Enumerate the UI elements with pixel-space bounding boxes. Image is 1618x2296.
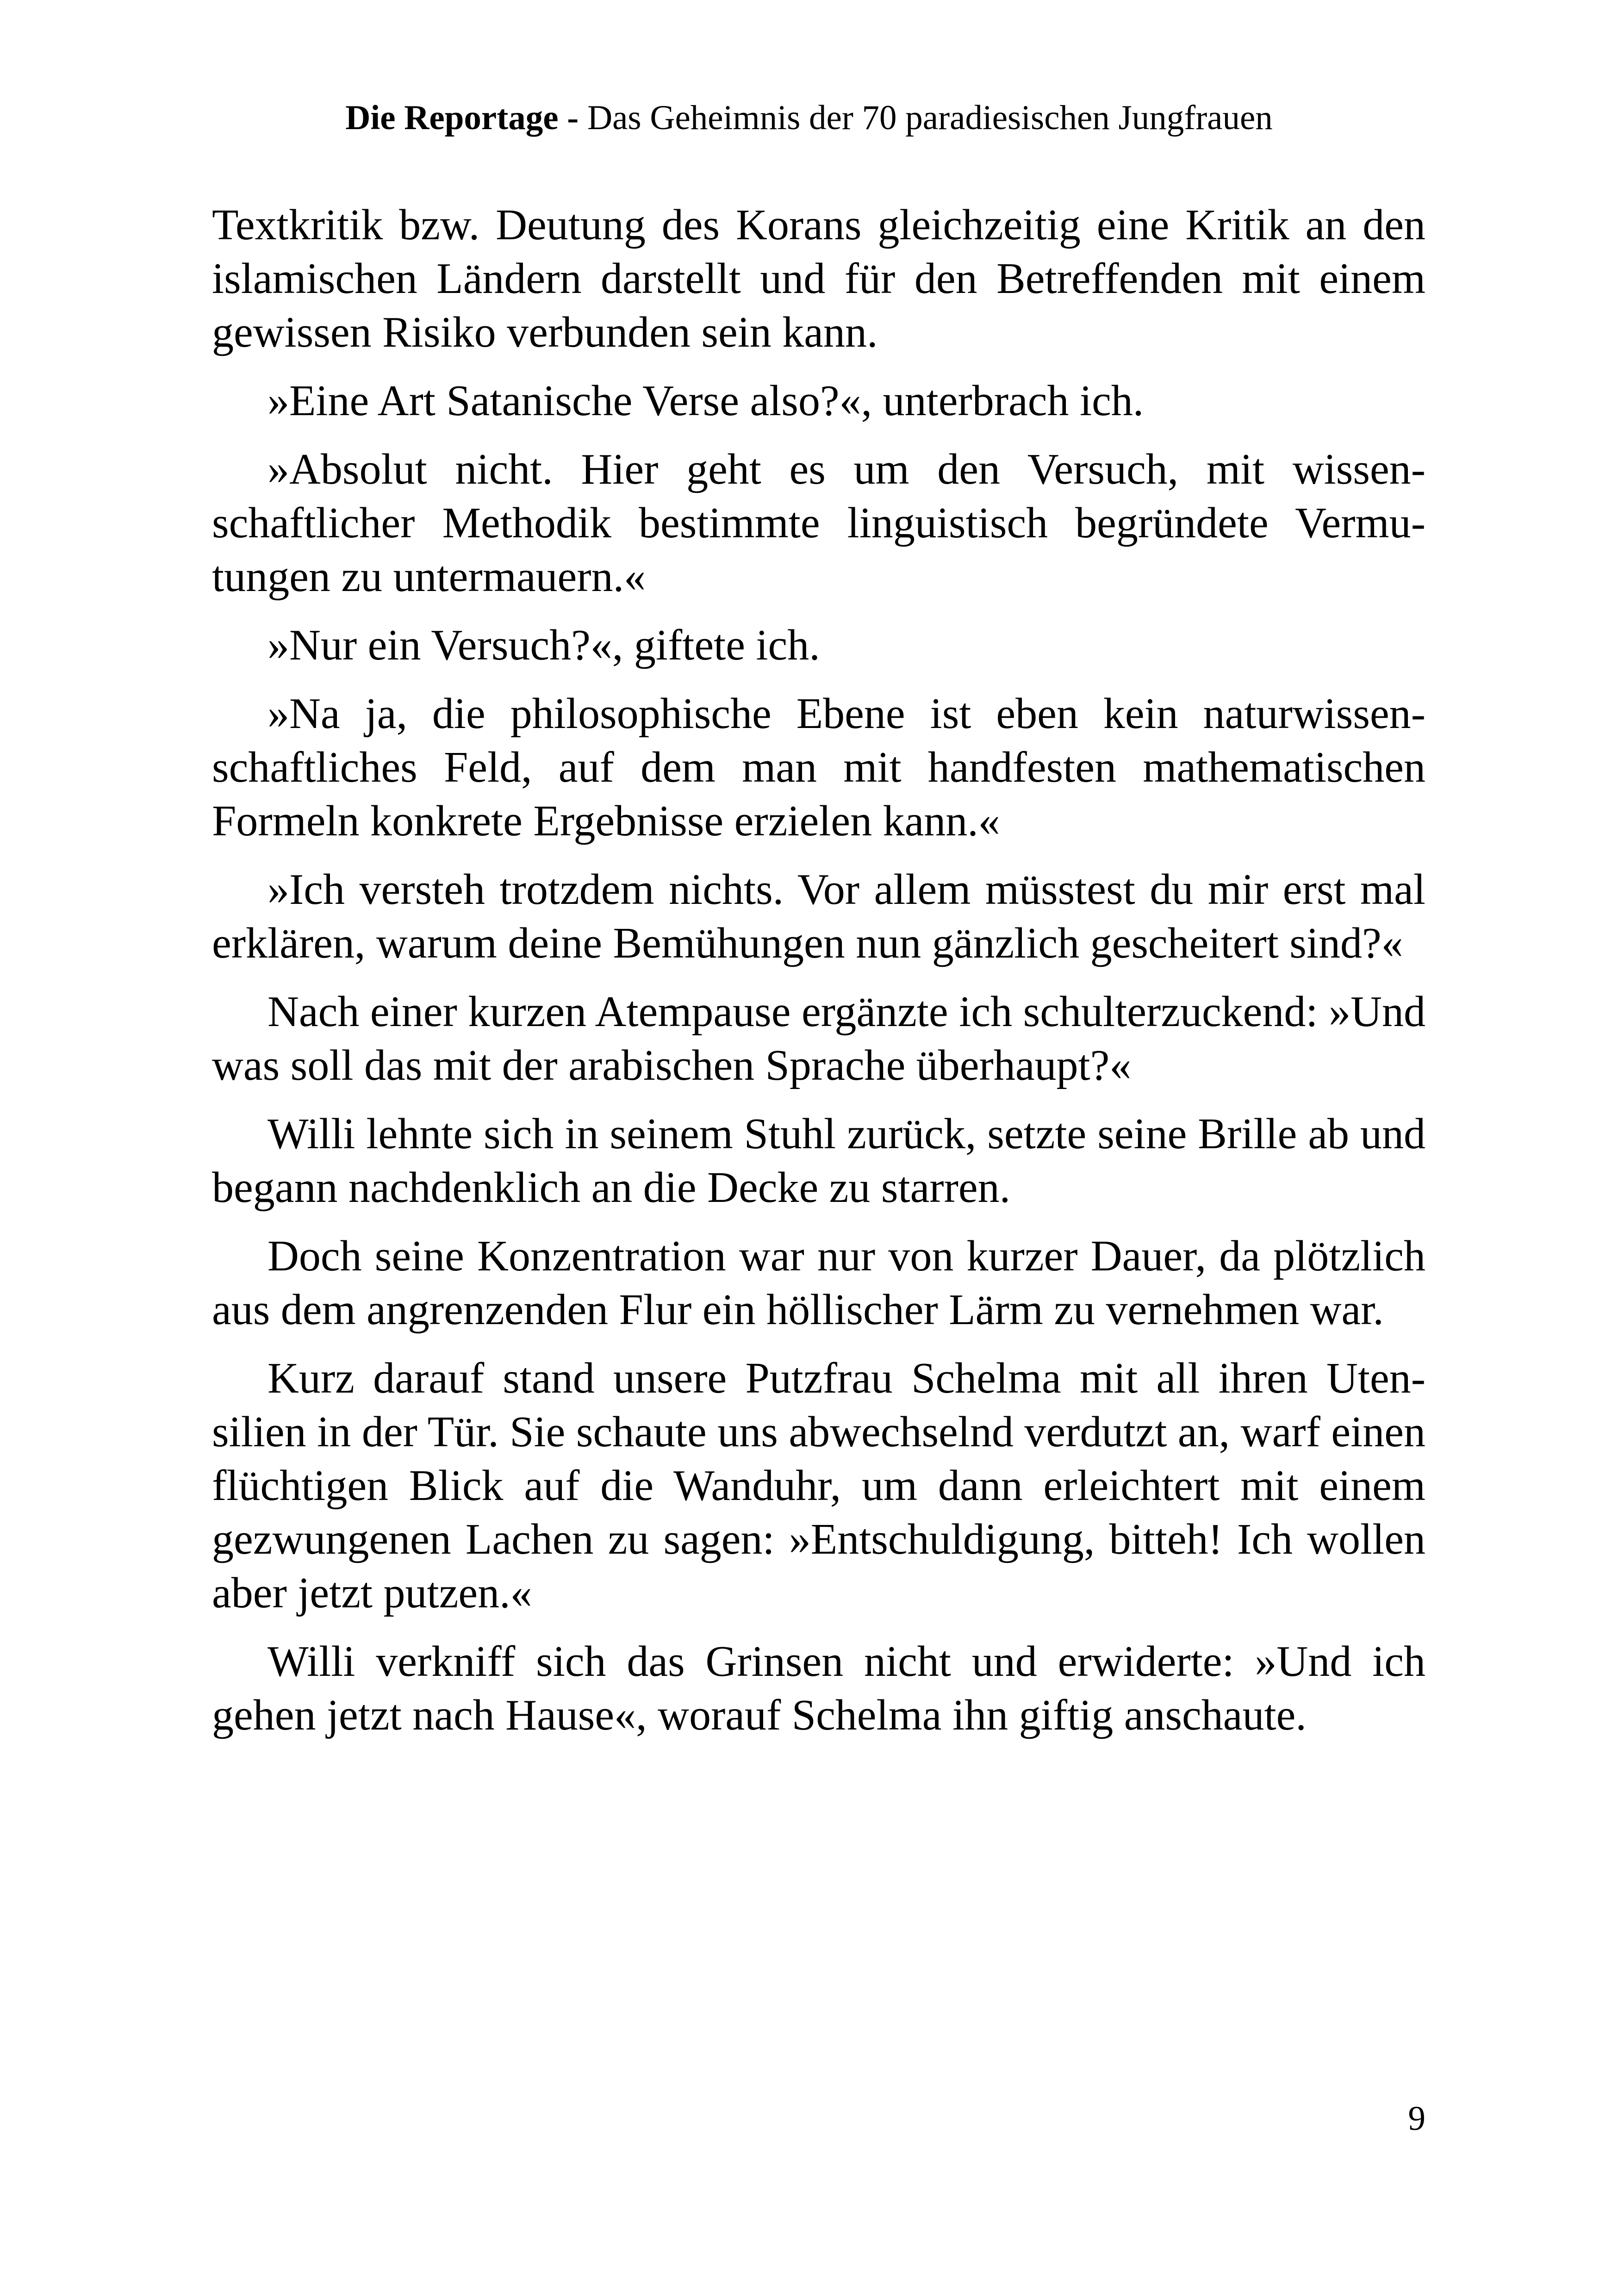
paragraph: »Nur ein Versuch?«, giftete ich. <box>268 621 820 669</box>
paragraph: Nach einer kurzen Atempause ergänzte ich schulterzuckend: »Und was soll das mit der arabischen Sprache überhaupt?« <box>212 988 1425 1089</box>
header-series: Die Reportage - <box>345 99 579 137</box>
paragraph: »Na ja, die philosophische Ebene ist eben kein naturwissenschaftliches Feld, auf dem man mit handfesten mathematischen Formeln konkrete Ergebnisse erzielen kann.« <box>212 690 1425 845</box>
running-header <box>0 95 1618 141</box>
body-text <box>212 198 1425 1757</box>
paragraph: Doch seine Konzentration war nur von kurzer Dauer, da plötzlich aus dem angrenzenden Flur ein höllischer Lärm zu vernehmen war. <box>212 1232 1425 1334</box>
header-title: Das Geheimnis der 70 paradiesischen Jungfrauen <box>587 99 1273 137</box>
paragraph: Kurz darauf stand unsere Putzfrau Schelma mit all ihren Utensilien in der Tür. Sie schaute uns abwechselnd verdutzt an, warf einen flüchtigen Blick auf die Wanduhr, um dann erleichtert mit einem gezwungenen Lachen zu sagen: »Entschuldigung, bitteh! Ich wollen aber jetzt putzen.« <box>212 1354 1425 1617</box>
paragraph: Willi lehnte sich in seinem Stuhl zurück, setzte seine Brille ab und begann nachdenklich an die Decke zu starren. <box>212 1110 1425 1212</box>
paragraph-continuation: Textkritik bzw. Deutung des Korans gleichzeitig eine Kritik an den islamischen Ländern darstellt und für den Betreffenden mit einem gewissen Risiko verbunden sein kann. <box>212 201 1425 356</box>
paragraph: Willi verkniff sich das Grinsen nicht und erwiderte: »Und ich gehen jetzt nach Hause«, worauf Schelma ihn giftig anschaute. <box>212 1637 1425 1739</box>
paragraph: »Eine Art Satanische Verse also?«, unterbrach ich. <box>268 377 1144 425</box>
paragraph: »Absolut nicht. Hier geht es um den Versuch, mit wissenschaftlicher Methodik bestimmte linguistisch begründete Vermutungen zu untermauern.« <box>212 445 1425 601</box>
page-number: 9 <box>1408 2099 1425 2138</box>
paragraph: »Ich versteh trotzdem nichts. Vor allem müsstest du mir erst mal erklären, warum deine Bemühungen nun gänzlich gescheitert sind?« <box>212 865 1425 967</box>
